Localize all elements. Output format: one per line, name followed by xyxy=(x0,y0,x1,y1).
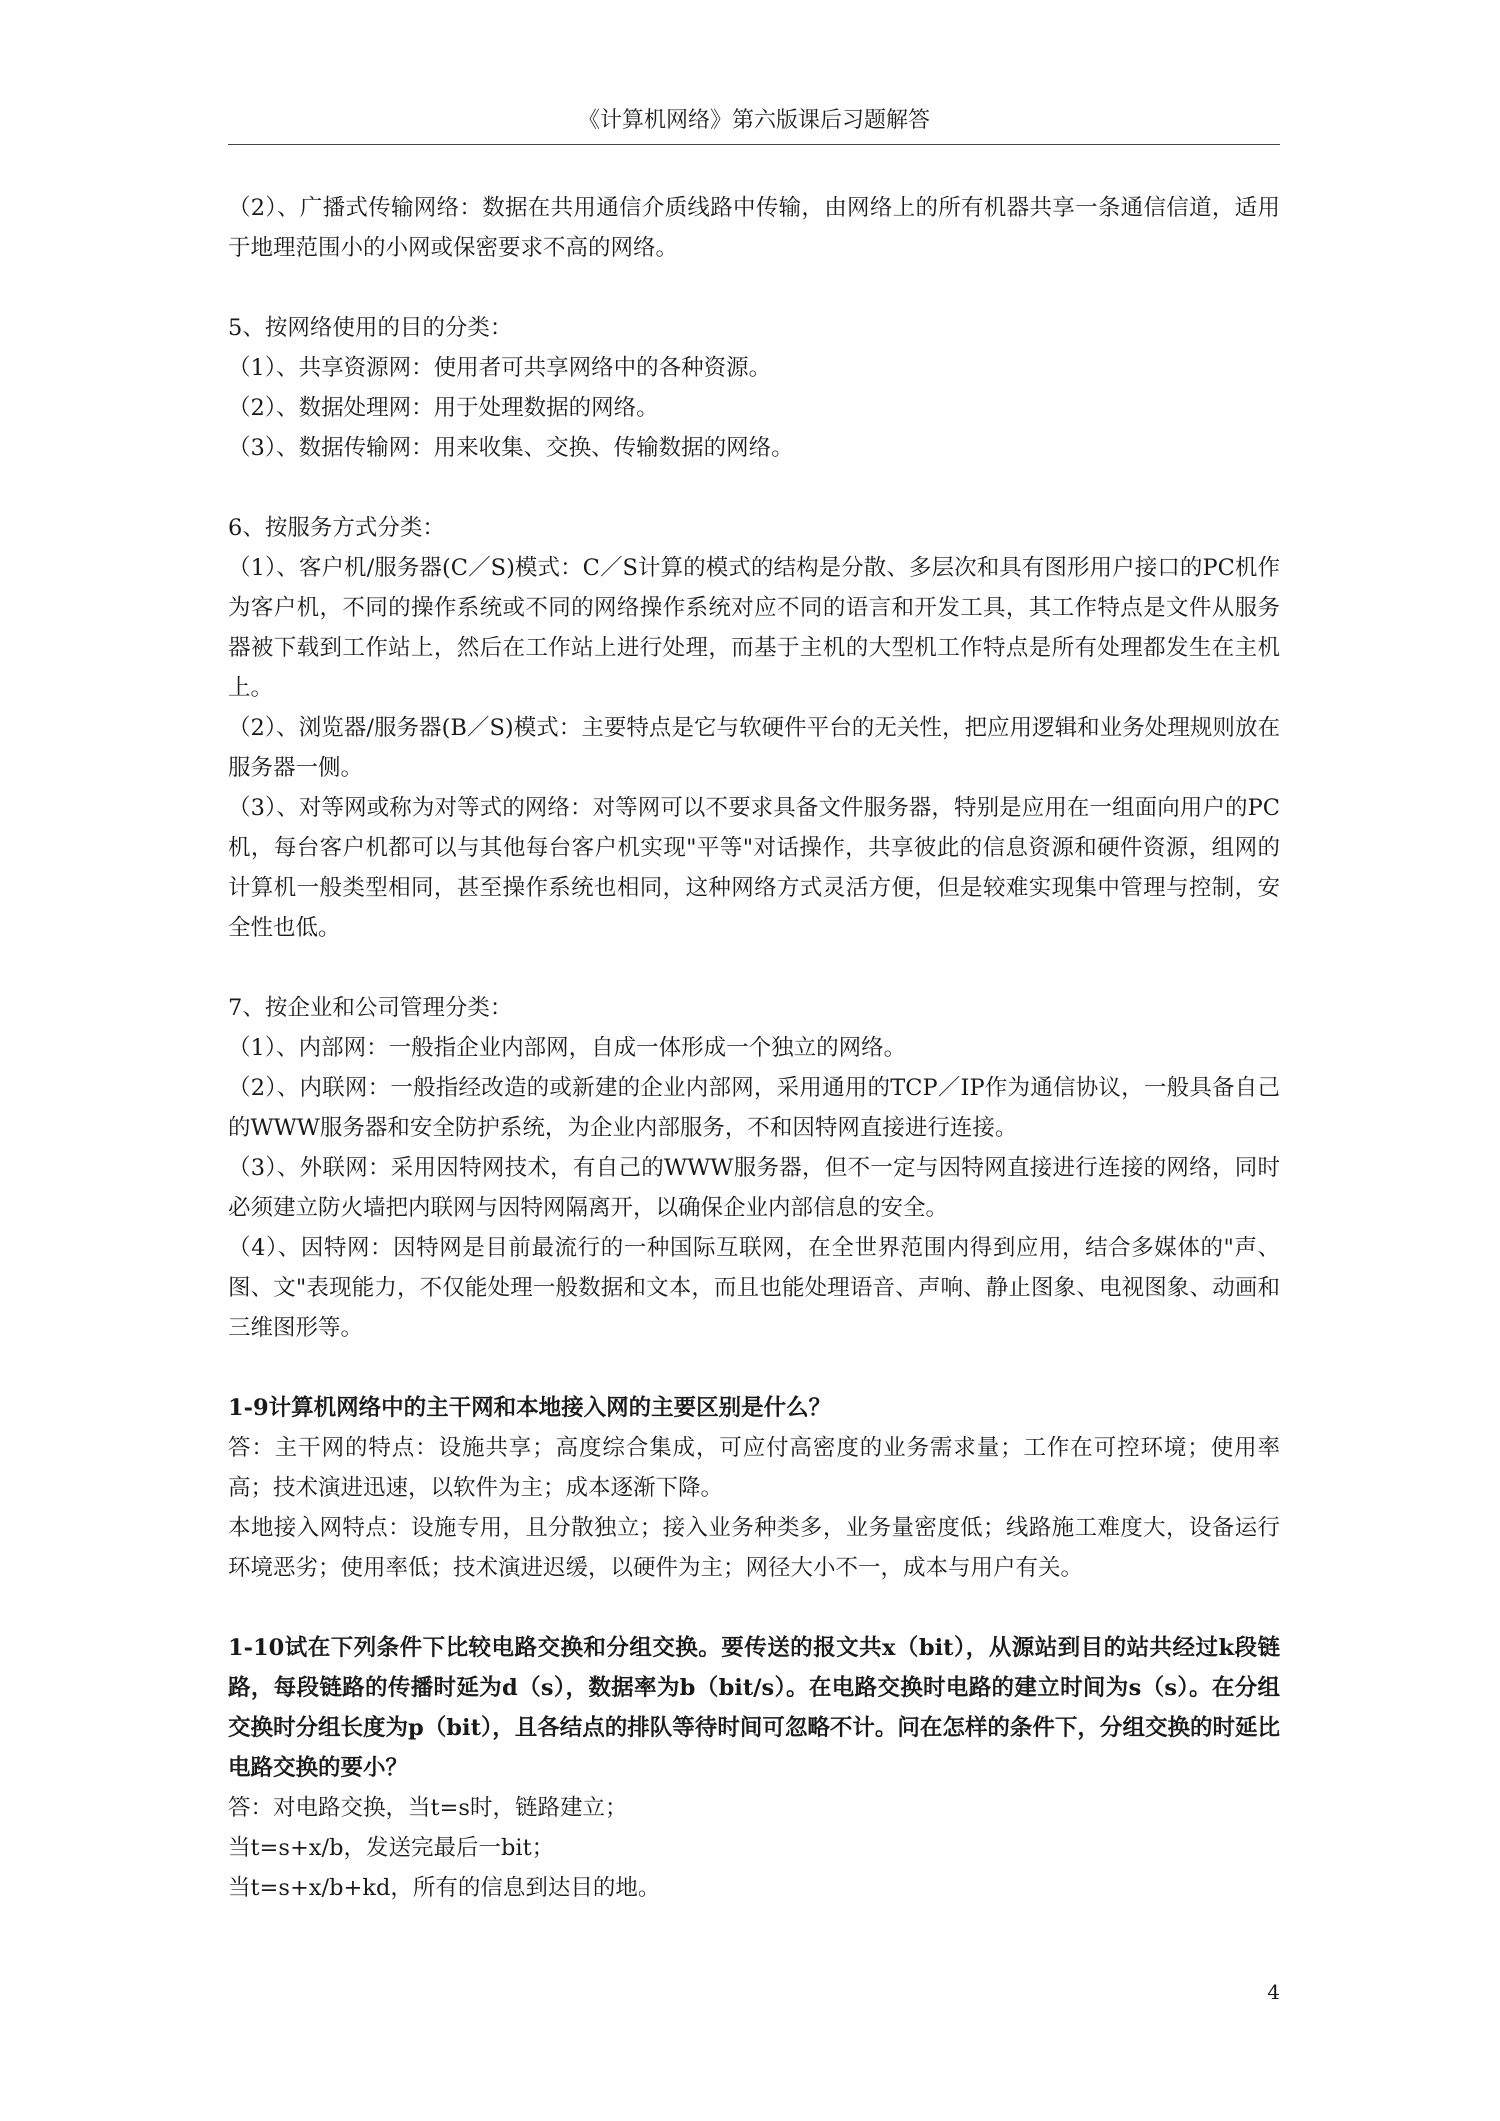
list-item: （2）、数据处理网：用于处理数据的网络。 xyxy=(228,395,659,421)
list-item: （4）、因特网：因特网是目前最流行的一种国际互联网，在全世界范围内得到应用，结合多媒体的"声、图、文"表现能力，不仅能处理一般数据和文本，而且也能处理语音、声响、静止图象、电视图象、动画和三维图形等。 xyxy=(228,1235,1280,1341)
list-item: （3）、外联网：采用因特网技术，有自己的WWW服务器，但不一定与因特网直接进行连接的网络，同时必须建立防火墙把内联网与因特网隔离开，以确保企业内部信息的安全。 xyxy=(228,1155,1280,1221)
list-item: （1）、客户机/服务器(C／S)模式：C／S计算的模式的结构是分散、多层次和具有图形用户接口的PC机作为客户机，不同的操作系统或不同的网络操作系统对应不同的语言和开发工具，其工作特点是文件从服务器被下载到工作站上，然后在工作站上进行处理，而基于主机的大型机工作特点是所有处理都发生在主机上。 xyxy=(228,555,1280,701)
answer-paragraph: 答：主干网的特点：设施共享；高度综合集成，可应付高密度的业务需求量；工作在可控环境；使用率高；技术演进迅速，以软件为主；成本逐渐下降。 xyxy=(228,1435,1280,1501)
list-item: （2）、浏览器/服务器(B／S)模式：主要特点是它与软硬件平台的无关性，把应用逻辑和业务处理规则放在服务器一侧。 xyxy=(228,715,1280,781)
answer-paragraph: 答：对电路交换，当t=s时，链路建立； xyxy=(228,1795,628,1821)
page-number: 4 xyxy=(1267,1980,1280,2004)
paragraph: （2）、广播式传输网络：数据在共用通信介质线路中传输，由网络上的所有机器共享一条通信信道，适用于地理范围小的小网或保密要求不高的网络。 xyxy=(228,195,1280,261)
section-heading: 6、按服务方式分类： xyxy=(228,515,445,541)
answer-paragraph: 本地接入网特点：设施专用，且分散独立；接入业务种类多，业务量密度低；线路施工难度大，设备运行环境恶劣；使用率低；技术演进迟缓，以硬件为主；网径大小不一，成本与用户有关。 xyxy=(228,1515,1280,1581)
section-heading: 7、按企业和公司管理分类： xyxy=(228,995,513,1021)
list-item: （3）、数据传输网：用来收集、交换、传输数据的网络。 xyxy=(228,435,794,461)
list-item: （1）、共享资源网：使用者可共享网络中的各种资源。 xyxy=(228,355,772,381)
question-heading: 1-10试在下列条件下比较电路交换和分组交换。要传送的报文共x（bit），从源站到目的站共经过k段链路，每段链路的传播时延为d（s），数据率为b（bit/s）。在电路交换时电路的建立时间为s（s）。在分组交换时分组长度为p（bit），且各结点的排队等待时间可忽略不计。问在怎样的条件下，分组交换的时延比电路交换的要小？ xyxy=(228,1635,1280,1781)
question-heading: 1-9计算机网络中的主干网和本地接入网的主要区别是什么？ xyxy=(228,1395,832,1421)
list-item: （3）、对等网或称为对等式的网络：对等网可以不要求具备文件服务器，特别是应用在一组面向用户的PC机，每台客户机都可以与其他每台客户机实现"平等"对话操作，共享彼此的信息资源和硬件资源，组网的计算机一般类型相同，甚至操作系统也相同，这种网络方式灵活方便，但是较难实现集中管理与控制，安全性也低。 xyxy=(228,795,1280,941)
page-body xyxy=(228,188,1280,1908)
list-item: （2）、内联网：一般指经改造的或新建的企业内部网，采用通用的TCP／IP作为通信协议，一般具备自己的WWW服务器和安全防护系统，为企业内部服务，不和因特网直接进行连接。 xyxy=(228,1075,1280,1141)
answer-paragraph: 当t=s+x/b，发送完最后一bit； xyxy=(228,1835,555,1861)
page-header: 《计算机网络》第六版课后习题解答 xyxy=(228,106,1280,145)
list-item: （1）、内部网：一般指企业内部网，自成一体形成一个独立的网络。 xyxy=(228,1035,907,1061)
section-heading: 5、按网络使用的目的分类： xyxy=(228,315,513,341)
answer-paragraph: 当t=s+x/b+kd，所有的信息到达目的地。 xyxy=(228,1875,661,1901)
